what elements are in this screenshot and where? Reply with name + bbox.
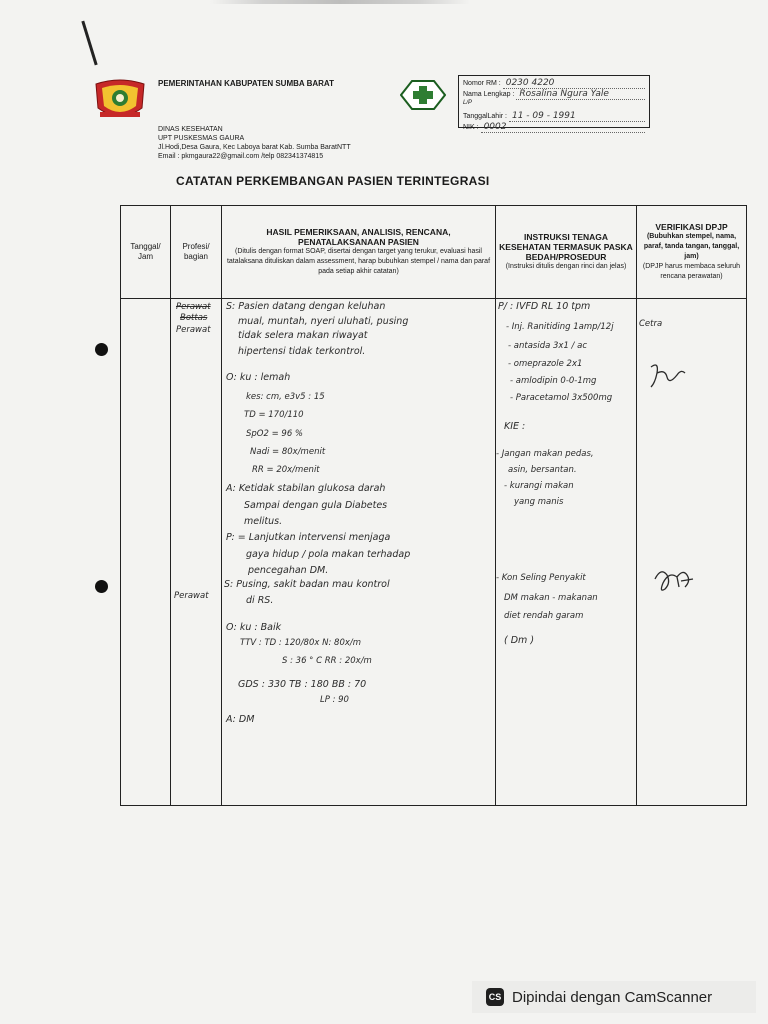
table-body-row (121, 299, 747, 806)
soap-1-objective-line: kes: cm, e3v5 : 15 (246, 392, 325, 402)
camscanner-text: Dipindai dengan CamScanner (512, 988, 713, 1006)
header-date-label: Tanggal/ Jam (130, 242, 161, 261)
soap-2-subjective-line: S: Pusing, sakit badan mau kontrol (224, 579, 390, 590)
cell-date-time (121, 299, 171, 806)
name-label: Nama Lengkap : (463, 91, 515, 98)
punch-hole (95, 580, 108, 593)
soap-1-subjective-line: tidak selera makan riwayat (238, 330, 368, 341)
scan-edge-mark (210, 0, 470, 4)
nik-row (463, 122, 645, 133)
soap-1-objective-line: Nadi = 80x/menit (250, 447, 326, 457)
cell-instructions (496, 299, 637, 806)
puskesmas-logo-icon (400, 80, 446, 110)
soap-1-assessment-line: melitus. (244, 516, 283, 527)
header-profession (171, 206, 222, 299)
header-instructions-note: (Instruksi ditulis dengan rinci dan jelas) (505, 263, 627, 270)
dob-label: TanggalLahir : (463, 113, 507, 120)
rm-label: Nomor RM : (463, 80, 501, 87)
profession-entry-1: Perawat (176, 325, 211, 335)
profession-struck-1: Perawat (176, 302, 211, 312)
camscanner-watermark (472, 981, 756, 1013)
instruction-line: - Paracetamol 3x500mg (510, 393, 613, 403)
patient-identity-box (458, 75, 650, 132)
header-instructions (496, 206, 637, 299)
nik-value: 0002 (481, 122, 645, 133)
header-profession-label: Profesi/ bagian (182, 242, 210, 261)
unit-name: UPT PUSKESMAS GAURA (158, 135, 245, 142)
soap-1-plan-line: P: = Lanjutkan intervensi menjaga (226, 532, 391, 543)
instruction-line: - Kon Seling Penyakit (496, 573, 586, 583)
gender-row (463, 100, 645, 111)
dob-value: 11 - 09 - 1991 (509, 111, 645, 122)
profession-struck-2: Bottas (180, 313, 208, 323)
header-verification-title: VERIFIKASI DPJP (655, 222, 728, 232)
nik-label: NIK : (463, 124, 479, 131)
education-line: yang manis (514, 497, 564, 507)
soap-2-objective-line: GDS : 330 TB : 180 BB : 70 (238, 679, 367, 690)
instruction-line: - Inj. Ranitiding 1amp/12j (506, 322, 614, 332)
education-line: - kurangi makan (504, 481, 574, 491)
instruction-line: P/ : IVFD RL 10 tpm (498, 301, 591, 312)
soap-1-subjective-line: mual, muntah, nyeri uluhati, pusing (238, 316, 409, 327)
cell-soap (222, 299, 496, 806)
table-header-row (121, 206, 747, 299)
department-name: DINAS KESEHATAN (158, 126, 223, 133)
soap-1-objective-line: SpO2 = 96 % (246, 429, 304, 439)
signature-1 (645, 359, 689, 393)
progress-notes-table (120, 205, 747, 806)
soap-2-objective-line: O: ku : Baik (226, 622, 282, 633)
department-block (158, 125, 351, 161)
header-date-time (121, 206, 171, 299)
header-instructions-title: INSTRUKSI TENAGA KESEHATAN TERMASUK PASKA BEDAH/PROSEDUR (499, 232, 633, 262)
soap-1-objective-line: RR = 20x/menit (252, 465, 320, 475)
soap-1-assessment-line: A: Ketidak stabilan glukosa darah (226, 483, 386, 494)
instruction-line: DM makan - makanan (504, 593, 598, 603)
soap-1-subjective-line: S: Pasien datang dengan keluhan (226, 301, 386, 312)
header-verification-note-2: (DPJP harus membaca seluruh rencana perawatan) (642, 263, 741, 280)
instruction-line: - amlodipin 0-0-1mg (510, 376, 597, 386)
document-title: CATATAN PERKEMBANGAN PASIEN TERINTEGRASI (176, 174, 490, 188)
profession-entry-2: Perawat (174, 591, 209, 601)
pen-stroke-mark (81, 21, 97, 66)
header-soap-note: (Ditulis dengan format SOAP, disertai dengan target yang terukur, evaluasi hasil tatalaksana dituliskan dalam assessment, harap bubuhkan stempel / nama dan paraf pada setiap akhir catatan) (226, 248, 491, 275)
rm-value: 0230 4220 (503, 78, 645, 89)
header-verification-note-1: (Bubuhkan stempel, nama, paraf, tanda tangan, tanggal, jam) (643, 233, 740, 260)
soap-2-objective-line: TTV : TD : 120/80x N: 80x/m (240, 638, 362, 648)
instruction-line: diet rendah garam (504, 611, 584, 621)
education-heading: KIE : (504, 421, 526, 432)
instruction-line: ( Dm ) (504, 635, 535, 646)
contact-info: Email : pkmgaura22@gmail.com /telp 082341374815 (158, 153, 324, 160)
instruction-line: - omeprazole 2x1 (508, 359, 583, 369)
education-line: - Jangan makan pedas, (496, 449, 594, 459)
soap-2-objective-line: LP : 90 (320, 695, 349, 705)
punch-hole (95, 343, 108, 356)
regency-logo-icon (92, 78, 148, 122)
signature-2 (651, 563, 695, 597)
soap-1-assessment-line: Sampai dengan gula Diabetes (244, 500, 388, 511)
rm-row (463, 78, 645, 89)
name-value: Rosalina Ngura Yale (516, 89, 645, 100)
header-soap-title: HASIL PEMERIKSAAN, ANALISIS, RENCANA, PENATALAKSANAAN PASIEN (266, 227, 451, 247)
gender-label: L/P (463, 100, 473, 106)
camscanner-logo-icon: CS (486, 988, 504, 1006)
header-soap (222, 206, 496, 299)
cell-verification (637, 299, 747, 806)
soap-1-plan-line: gaya hidup / pola makan terhadap (246, 549, 411, 560)
address: Jl.Hodi,Desa Gaura, Kec Laboya barat Kab. Sumba BaratNTT (158, 144, 351, 151)
soap-2-objective-line: S : 36 ° C RR : 20x/m (282, 656, 372, 666)
instruction-line: - antasida 3x1 / ac (508, 341, 587, 351)
soap-2-assessment-line: A: DM (226, 714, 255, 725)
government-name: PEMERINTAHAN KABUPATEN SUMBA BARAT (158, 79, 334, 88)
soap-2-subjective-line: di RS. (246, 595, 274, 606)
soap-1-objective-line: TD = 170/110 (244, 410, 304, 420)
cell-profession (171, 299, 222, 806)
soap-1-objective-line: O: ku : lemah (226, 372, 291, 383)
verification-note: Cetra (639, 319, 663, 329)
education-line: asin, bersantan. (508, 465, 577, 475)
name-row (463, 89, 645, 100)
dob-row (463, 111, 645, 122)
soap-1-plan-line: pencegahan DM. (248, 565, 329, 576)
header-verification (637, 206, 747, 299)
soap-1-subjective-line: hipertensi tidak terkontrol. (238, 346, 366, 357)
